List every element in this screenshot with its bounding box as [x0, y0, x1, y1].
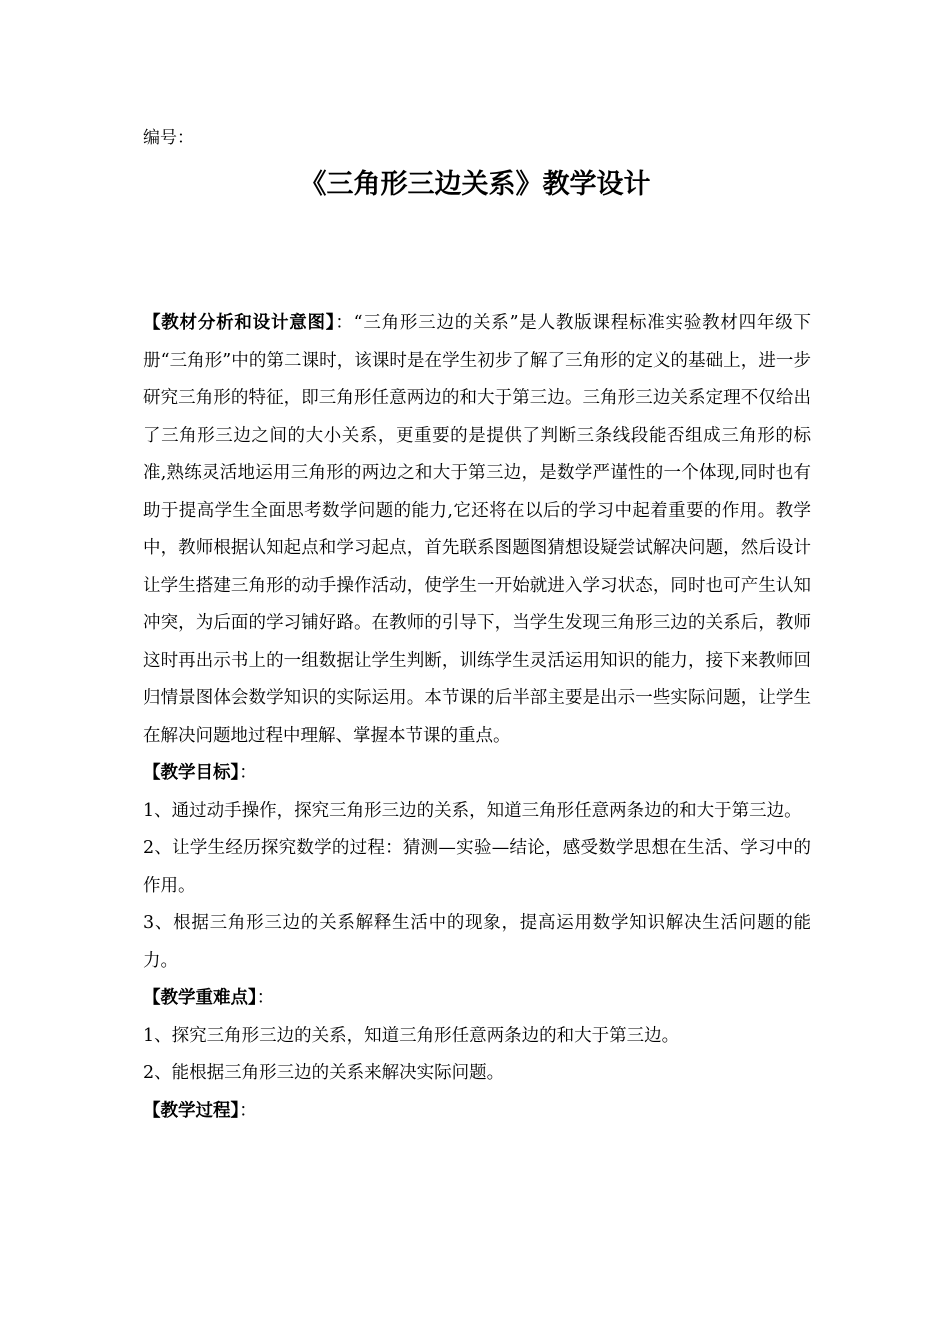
document-body — [143, 305, 811, 1130]
analysis-text: “三角形三边的关系”是人教版课程标准实验教材四年级下册“三角形”中的第二课时，该课时是在学生初步了解了三角形的定义的基础上，进一步研究三角形的特征，即三角形任意两边的和大于第三边。三角形三边关系定理不仅给出了三角形三边之间的大小关系，更重要的是提供了判断三条线段能否组成三角形的标准,熟练灵活地运用三角形的两边之和大于第三边，是数学严谨性的一个体现,同时也有助于提高学生全面思考数学问题的能力,它还将在以后的学习中起着重要的作用。教学中，教师根据认知起点和学习起点，首先联系图题图猜想设疑尝试解决问题，然后设计让学生搭建三角形的动手操作活动，使学生一开始就进入学习状态，同时也可产生认知冲突，为后面的学习铺好路。在教师的引导下，当学生发现三角形三边的关系后，教师这时再出示书上的一组数据让学生判断，训练学生灵活运用知识的能力，接下来教师回归情景图体会数学知识的实际运用。本节课的后半部主要是出示一些实际问题，让学生在解决问题地过程中理解、掌握本节课的重点。 — [143, 313, 811, 746]
document-number-label: 编号： — [143, 128, 194, 148]
analysis-heading-colon: ： — [335, 313, 354, 333]
objective-item-3: 3、根据三角形三边的关系解释生活中的现象，提高运用数学知识解决生活问题的能力。 — [143, 913, 811, 971]
analysis-heading: 【教材分析和设计意图】 — [143, 313, 336, 333]
key-point-item-1: 1、探究三角形三边的关系，知道三角形任意两条边的和大于第三边。 — [143, 1025, 680, 1046]
objective-item-1: 1、通过动手操作，探究三角形三边的关系，知道三角形任意两条边的和大于第三边。 — [143, 800, 802, 821]
process-heading: 【教学过程】 — [143, 1100, 240, 1121]
analysis-paragraph — [143, 305, 811, 755]
key-points-heading-line — [143, 980, 811, 1018]
objective-item-2: 2、让学生经历探究数学的过程：猜测—实验—结论，感受数学思想在生活、学习中的作用。 — [143, 838, 811, 896]
key-points-heading: 【教学重难点】 — [143, 988, 257, 1008]
objectives-heading: 【教学目标】 — [143, 763, 240, 783]
process-heading-colon: ： — [239, 1100, 257, 1121]
key-point-item-2: 2、能根据三角形三边的关系来解决实际问题。 — [143, 1063, 505, 1083]
objectives-heading-line — [143, 755, 811, 793]
process-heading-line — [143, 1093, 811, 1131]
document-title: 《三角形三边关系》教学设计 — [299, 169, 651, 200]
objectives-heading-colon: ： — [239, 763, 257, 783]
key-points-heading-colon: ： — [256, 988, 275, 1008]
